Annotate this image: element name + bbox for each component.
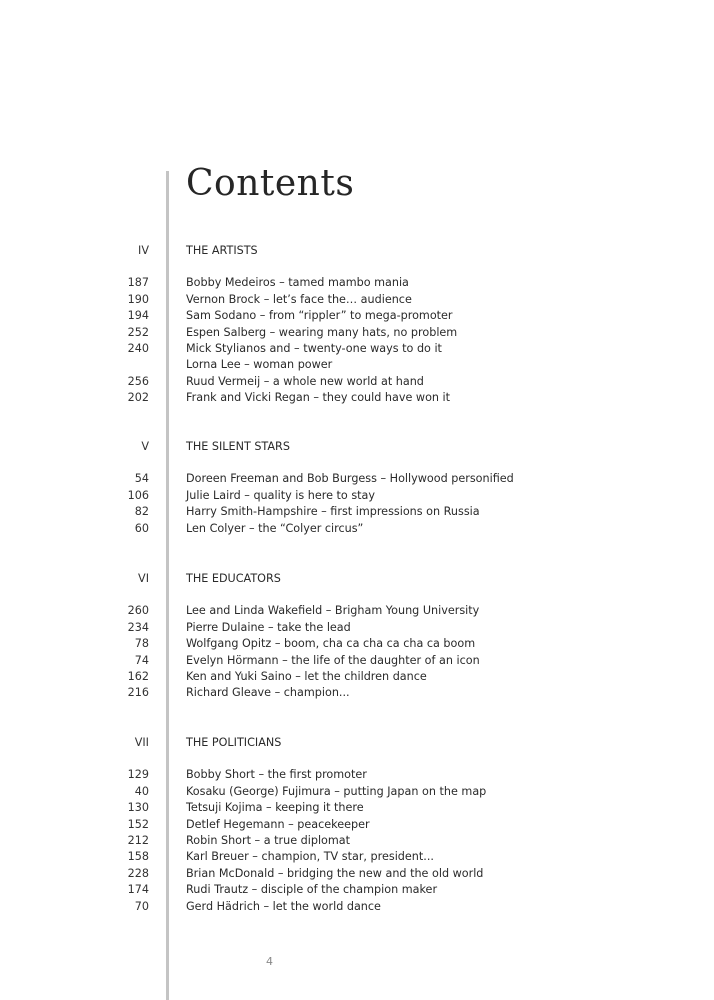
section-numeral: IV (138, 244, 149, 257)
toc-entry[interactable] (0, 866, 714, 882)
toc-entry[interactable] (0, 620, 714, 636)
toc-entry[interactable] (0, 849, 714, 865)
entry-title: Mick Stylianos and – twenty-one ways to do it (186, 341, 442, 355)
section-heading-row (0, 439, 714, 455)
entry-title: Rudi Trautz – disciple of the champion maker (186, 883, 438, 897)
entry-page-number: 130 (127, 801, 149, 815)
entry-title: Ken and Yuki Saino – let the children dance (186, 669, 427, 683)
entry-page-number: 174 (127, 883, 149, 897)
entry-title: Frank and Vicki Regan – they could have won it (186, 391, 451, 405)
section-heading: THE POLITICIANS (186, 736, 282, 749)
entry-title: Lorna Lee – woman power (186, 358, 333, 372)
toc-entry[interactable] (0, 521, 714, 537)
entry-title: Ruud Vermeij – a whole new world at hand (186, 374, 424, 388)
toc-entry[interactable] (0, 341, 714, 357)
toc-entry[interactable] (0, 504, 714, 520)
toc-entry[interactable] (0, 784, 714, 800)
toc-entry[interactable] (0, 800, 714, 816)
toc-entry[interactable] (0, 471, 714, 487)
entry-title: Tetsuji Kojima – keeping it there (186, 801, 364, 815)
section-heading: THE EDUCATORS (186, 572, 281, 585)
toc-entry[interactable] (0, 308, 714, 324)
section-heading: THE SILENT STARS (186, 440, 290, 453)
entry-page-number: 82 (134, 505, 149, 519)
entry-page-number: 78 (134, 637, 149, 651)
toc-entry[interactable] (0, 275, 714, 291)
entry-title: Bobby Short – the first promoter (186, 768, 367, 782)
entry-title: Bobby Medeiros – tamed mambo mania (186, 276, 409, 290)
toc-entry[interactable] (0, 685, 714, 701)
entry-page-number: 70 (134, 899, 149, 913)
entry-page-number: 54 (134, 472, 149, 486)
entry-page-number: 256 (127, 374, 149, 388)
toc-section (0, 439, 714, 537)
entry-title: Kosaku (George) Fujimura – putting Japan on the map (186, 784, 487, 798)
entry-title: Gerd Hädrich – let the world dance (186, 899, 381, 913)
entry-title: Len Colyer – the “Colyer circus” (186, 521, 364, 535)
toc-entry[interactable] (0, 767, 714, 783)
entry-title: Harry Smith-Hampshire – first impressions on Russia (186, 505, 480, 519)
entry-page-number: 190 (127, 292, 149, 306)
entry-title: Detlef Hegemann – peacekeeper (186, 817, 370, 831)
toc-entry[interactable] (0, 325, 714, 341)
entry-title: Espen Salberg – wearing many hats, no problem (186, 325, 458, 339)
toc-entry[interactable] (0, 899, 714, 915)
entry-page-number: 240 (127, 341, 149, 355)
toc-entry[interactable] (0, 390, 714, 406)
entry-title: Lee and Linda Wakefield – Brigham Young University (186, 604, 480, 618)
entry-page-number: 187 (127, 276, 149, 290)
toc-entry[interactable] (0, 653, 714, 669)
toc-entry[interactable] (0, 833, 714, 849)
entry-title: Robin Short – a true diplomat (186, 833, 351, 847)
entry-page-number: 194 (127, 309, 149, 323)
toc-entry[interactable] (0, 292, 714, 308)
toc-section (0, 571, 714, 702)
entry-page-number: 234 (127, 620, 149, 634)
section-numeral: VII (134, 736, 149, 749)
entry-page-number: 40 (134, 784, 149, 798)
page-title: Contents (186, 163, 355, 204)
entry-page-number: 216 (127, 686, 149, 700)
entry-page-number: 162 (127, 669, 149, 683)
entry-title: Evelyn Hörmann – the life of the daughter of an icon (186, 653, 480, 667)
entry-title: Pierre Dulaine – take the lead (186, 620, 351, 634)
entry-page-number: 252 (127, 325, 149, 339)
section-heading-row (0, 571, 714, 587)
toc-entry[interactable] (0, 636, 714, 652)
section-numeral: VI (138, 572, 149, 585)
entry-title: Richard Gleave – champion... (186, 686, 350, 700)
section-heading: THE ARTISTS (186, 244, 258, 257)
toc-entry[interactable] (0, 817, 714, 833)
entry-title: Karl Breuer – champion, TV star, president... (186, 850, 434, 864)
entry-page-number: 260 (127, 604, 149, 618)
section-numeral: V (141, 440, 149, 453)
entry-title: Doreen Freeman and Bob Burgess – Hollywood personified (186, 472, 514, 486)
entry-page-number: 212 (127, 833, 149, 847)
entry-title: Brian McDonald – bridging the new and the old world (186, 866, 484, 880)
entry-page-number: 202 (127, 391, 149, 405)
entry-page-number: 158 (127, 850, 149, 864)
page-number: 4 (266, 955, 273, 968)
toc-entry[interactable] (0, 669, 714, 685)
toc-entry[interactable] (0, 603, 714, 619)
entry-title: Sam Sodano – from “rippler” to mega-promoter (186, 309, 453, 323)
section-heading-row (0, 735, 714, 751)
entry-page-number: 60 (134, 521, 149, 535)
entry-page-number: 129 (127, 768, 149, 782)
entry-page-number: 74 (134, 653, 149, 667)
toc-entry[interactable] (0, 357, 714, 373)
entry-page-number: 152 (127, 817, 149, 831)
toc-entry[interactable] (0, 882, 714, 898)
toc-section (0, 243, 714, 407)
toc-section (0, 735, 714, 915)
entry-title: Wolfgang Opitz – boom, cha ca cha ca cha ca boom (186, 637, 476, 651)
entry-page-number: 106 (127, 488, 149, 502)
entry-title: Julie Laird – quality is here to stay (186, 488, 376, 502)
entry-page-number: 228 (127, 866, 149, 880)
toc-entry[interactable] (0, 488, 714, 504)
section-heading-row (0, 243, 714, 259)
entry-title: Vernon Brock – let’s face the… audience (186, 292, 412, 306)
toc-entry[interactable] (0, 374, 714, 390)
